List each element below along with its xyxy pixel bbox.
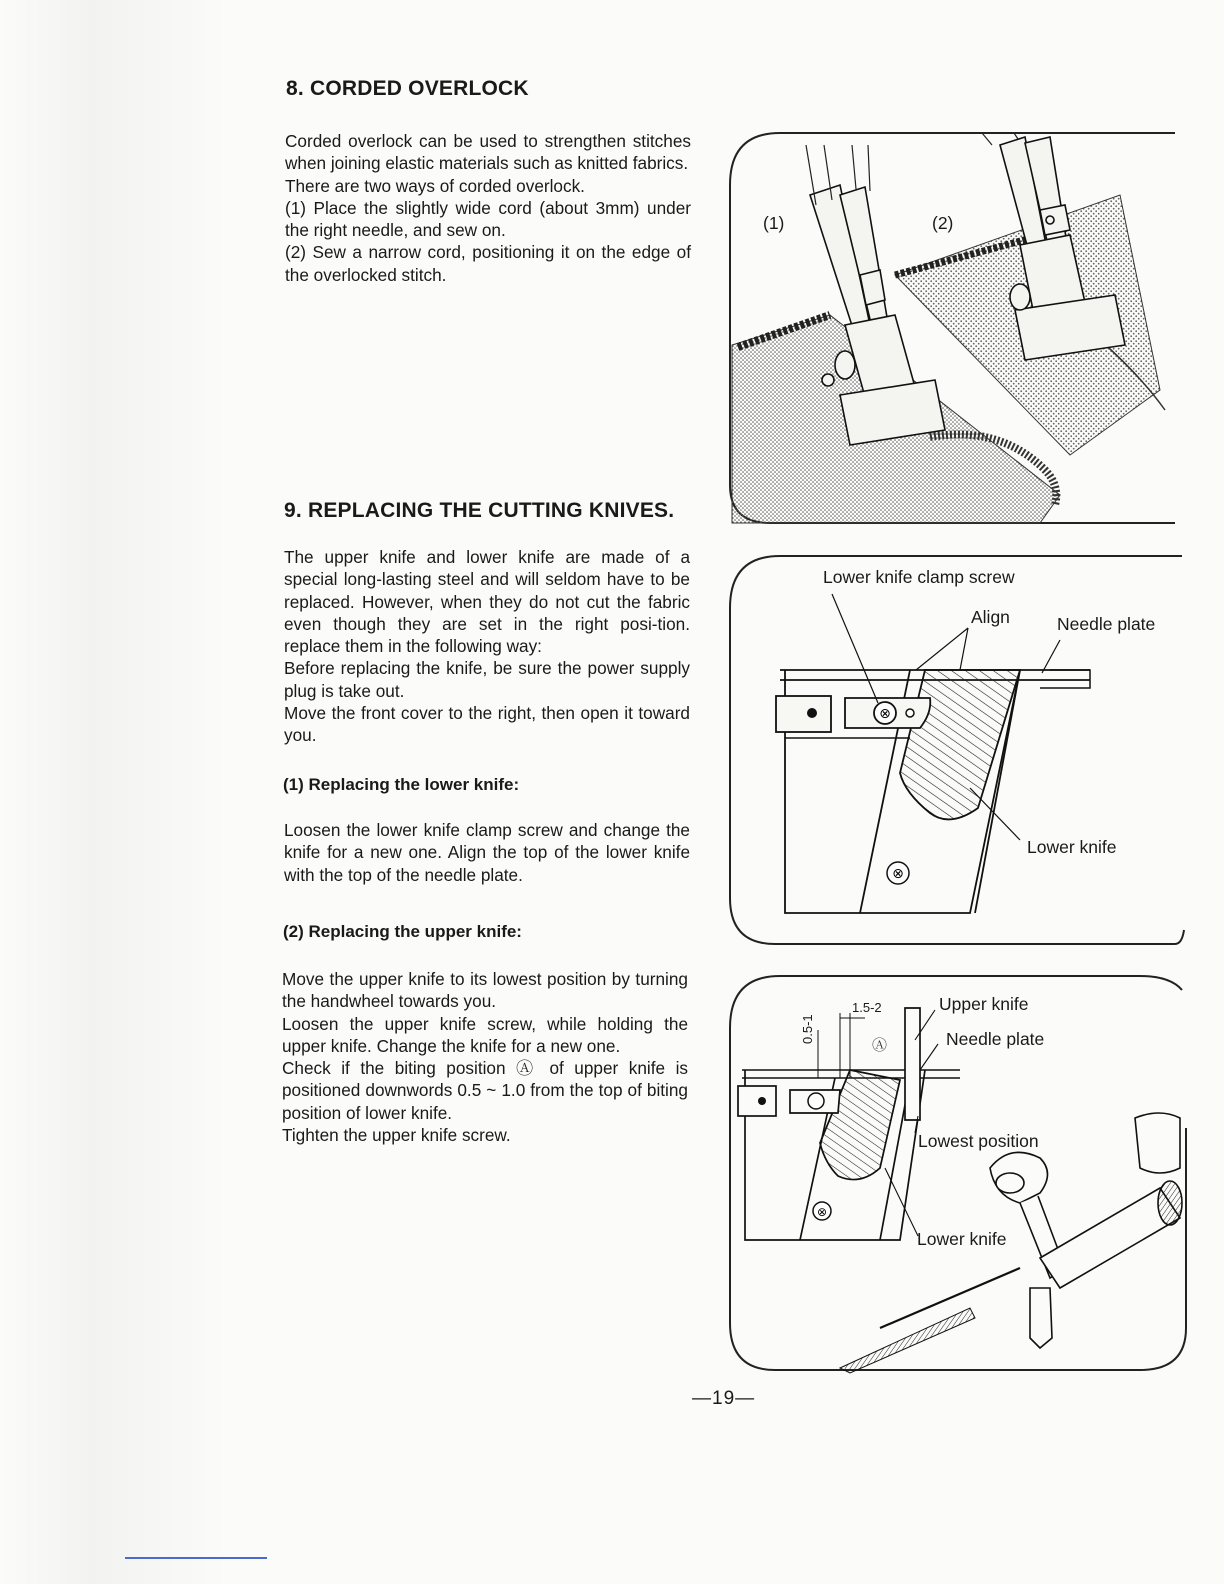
label-lower-knife-clamp-screw: Lower knife clamp screw xyxy=(823,567,1015,587)
paragraph: Loosen the lower knife clamp screw and change the knife for a new one. Align the top of the lower knife with the top of the needle plate. xyxy=(284,820,690,885)
figure-upper-knife xyxy=(720,968,1190,1378)
page-number: —19— xyxy=(692,1388,756,1409)
replacing-knives-intro xyxy=(284,546,690,747)
paragraph: (1) Place the slightly wide cord (about 3mm) under the right needle, and sew on. xyxy=(285,197,691,241)
paragraph: Move the front cover to the right, then open it toward you. xyxy=(284,703,690,746)
label-lower-knife: Lower knife xyxy=(917,1229,1007,1249)
figure-lower-knife xyxy=(720,548,1190,948)
label-lower-knife: Lower knife xyxy=(1027,837,1117,857)
paragraph: There are two ways of corded overlock. xyxy=(285,175,585,196)
binding-shadow xyxy=(0,0,230,1584)
paragraph: Loosen the upper knife screw, while holding the upper knife. Change the knife for a new one. xyxy=(282,1013,688,1056)
upper-knife-body xyxy=(282,968,688,1146)
scan-artifact-line xyxy=(125,1557,267,1559)
label-align: Align xyxy=(971,607,1010,627)
label-lowest-position: Lowest position xyxy=(918,1131,1039,1151)
svg-text:⊗: ⊗ xyxy=(879,706,891,722)
svg-text:⊗: ⊗ xyxy=(816,1205,828,1219)
figure-corded-overlock xyxy=(720,125,1180,530)
heading-corded-overlock: 8. CORDED OVERLOCK xyxy=(286,77,529,100)
figure-corded-overlock-illustration xyxy=(720,125,1180,530)
heading-lower-knife: (1) Replacing the lower knife: xyxy=(283,775,520,794)
paragraph: Move the upper knife to its lowest position by turning the handwheel towards you. xyxy=(282,969,688,1012)
label-needle-plate: Needle plate xyxy=(946,1029,1045,1049)
svg-text:⊗: ⊗ xyxy=(892,866,904,882)
paragraph: Corded overlock can be used to strengthen stitches when joining elastic materials such as knitted fabrics. xyxy=(285,131,691,174)
dimension-1-5-2: 1.5-2 xyxy=(852,1000,882,1015)
paragraph: (2) Sew a narrow cord, positioning it on the edge of the overlocked stitch. xyxy=(285,242,691,285)
figure-lower-knife-illustration xyxy=(720,548,1190,948)
dimension-0-5-1: 0.5-1 xyxy=(800,1014,815,1044)
figure-label-2: (2) xyxy=(932,213,954,233)
paragraph: Before replacing the knife, be sure the power supply plug is take out. xyxy=(284,658,690,701)
heading-upper-knife: (2) Replacing the upper knife: xyxy=(283,922,522,941)
figure-label-1: (1) xyxy=(763,213,785,233)
label-upper-knife: Upper knife xyxy=(939,994,1029,1014)
label-needle-plate: Needle plate xyxy=(1057,614,1156,634)
heading-replacing-knives: 9. REPLACING THE CUTTING KNIVES. xyxy=(284,499,675,522)
paragraph: Tighten the upper knife screw. xyxy=(282,1125,511,1146)
point-a-marker: Ⓐ xyxy=(872,1037,888,1054)
lower-knife-body xyxy=(284,819,690,886)
corded-overlock-body xyxy=(285,130,691,286)
paragraph: Check if the biting position Ⓐ of upper knife is positioned downwords 0.5 ~ 1.0 from the top of biting position of lower knife. xyxy=(282,1058,688,1123)
paragraph: The upper knife and lower knife are made of a special long-lasting steel and will seldom have to be replaced. However, when they do not cut the fabric even though they are set in the right posi-tion. replace them in the following way: xyxy=(284,547,690,657)
